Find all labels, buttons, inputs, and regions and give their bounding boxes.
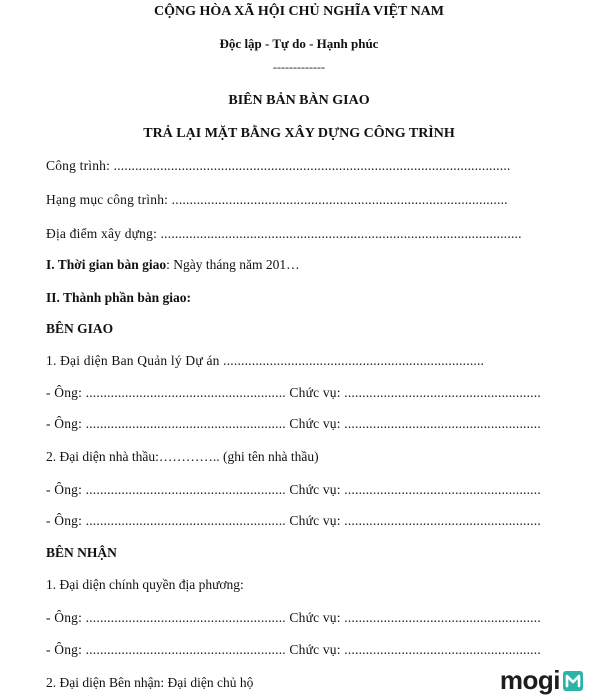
header-separator: ------------- — [273, 60, 325, 74]
national-title: CỘNG HÒA XÃ HỘI CHỦ NGHĨA VIỆT NAM — [153, 4, 444, 19]
section-thanh-phan-heading: II. Thành phần bàn giao: — [46, 290, 191, 305]
logo-text: mogi — [499, 665, 560, 695]
field-hang-muc: Hạng mục công trình: .............................................................................................. — [46, 192, 508, 207]
section-thoi-gian — [46, 257, 586, 273]
ben-nhan-rep1-row-b: - Ông: ........................................................ Chức vụ: ....................................................... — [46, 642, 541, 657]
ben-nhan-rep1-row-a: - Ông: ........................................................ Chức vụ: ....................................................... — [46, 610, 541, 625]
section-thoi-gian-value: : Ngày tháng năm 201… — [166, 257, 300, 272]
document-title: BIÊN BẢN BÀN GIAO — [228, 93, 370, 108]
ben-giao-rep1-row-a: - Ông: ........................................................ Chức vụ: ....................................................... — [46, 385, 541, 400]
ben-nhan-rep1: 1. Đại diện chính quyền địa phương: — [46, 577, 244, 592]
ben-giao-rep2-row-a: - Ông: ........................................................ Chức vụ: ....................................................... — [46, 482, 541, 497]
ben-giao-rep1: 1. Đại diện Ban Quản lý Dự án ......................................................................... — [46, 353, 485, 368]
field-cong-trinh: Công trình: ............................................................................................................... — [46, 158, 511, 173]
mogi-logo-mark-icon — [562, 670, 584, 692]
national-motto: Độc lập - Tự do - Hạnh phúc — [219, 36, 379, 51]
field-dia-diem: Địa điểm xây dựng: ..................................................................................................... — [46, 226, 522, 241]
ben-giao-rep2-row-b: - Ông: ........................................................ Chức vụ: ....................................................... — [46, 513, 541, 528]
document-subtitle: TRẢ LẠI MẶT BẰNG XÂY DỰNG CÔNG TRÌNH — [143, 126, 455, 141]
mogi-logo — [500, 665, 584, 696]
section-thoi-gian-heading: I. Thời gian bàn giao — [46, 257, 167, 272]
ben-nhan-heading: BÊN NHẬN — [46, 545, 117, 560]
ben-giao-heading: BÊN GIAO — [46, 321, 114, 336]
ben-giao-rep1-row-b: - Ông: ........................................................ Chức vụ: ....................................................... — [46, 416, 541, 431]
ben-nhan-rep2: 2. Đại diện Bên nhận: Đại diện chủ hộ — [46, 675, 254, 690]
ben-giao-rep2: 2. Đại diện nhà thầu:………….. (ghi tên nhà thầu) — [46, 449, 319, 464]
